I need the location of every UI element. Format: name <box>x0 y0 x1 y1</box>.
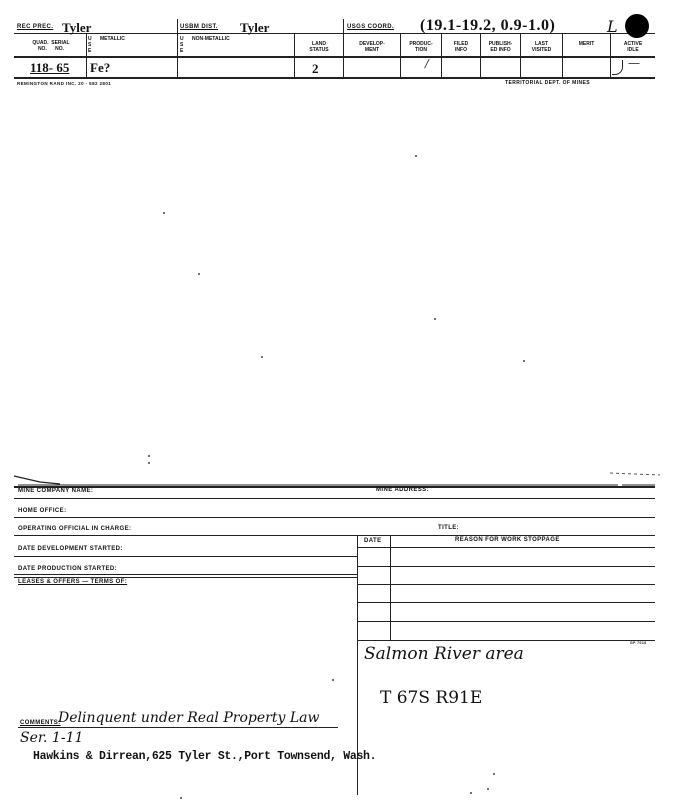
col-filed-info: FILED INFO <box>453 41 469 53</box>
rec-prec-label: REC PREC. <box>17 24 54 30</box>
table-rule <box>357 547 655 548</box>
top-card-rule <box>14 77 655 79</box>
mine-address-label: MINE ADDRESS: <box>376 487 429 493</box>
divider <box>441 33 442 77</box>
divider <box>610 33 611 77</box>
mine-company-label: MINE COMPANY NAME: <box>18 488 94 494</box>
table-rule <box>357 566 655 567</box>
bottom-card-rule <box>14 517 655 518</box>
usbm-dist-value: Tyler <box>240 20 270 35</box>
date-development-label: DATE DEVELOPMENT STARTED: <box>18 546 123 552</box>
col-use-nonmetallic: U S E <box>180 36 184 54</box>
speck <box>163 212 165 214</box>
table-rule <box>357 584 655 585</box>
col-development: DEVELOP- MENT <box>359 41 385 53</box>
leases-label: LEASES & OFFERS — TERMS OF: <box>18 579 128 585</box>
land-status-value: 2 <box>312 61 319 76</box>
col-merit: MERIT <box>578 41 595 47</box>
title-label: TITLE: <box>438 525 460 531</box>
date-col-label: DATE <box>364 538 382 544</box>
handwritten-area: Salmon River area <box>364 644 524 664</box>
usgs-coord-label: USGS COORD. <box>347 24 395 30</box>
footer-left: REMINGTON RAND INC. 20 · 582 2801 <box>17 81 112 86</box>
usgs-coord-value: (19.1-19.2, 0.9-1.0) <box>420 17 556 34</box>
speck <box>523 360 525 362</box>
speck <box>415 155 417 157</box>
form-number: GP 7018 <box>630 641 647 645</box>
comments-value: Delinquent under Real Property Law <box>58 710 320 726</box>
operating-official-label: OPERATING OFFICIAL IN CHARGE: <box>18 526 132 532</box>
active-idle-mark: — <box>628 56 640 70</box>
speck <box>434 318 436 320</box>
divider <box>400 33 401 77</box>
owner-line: Hawkins & Dirrean,625 Tyler St.,Port Townsend, Wash. <box>33 750 377 763</box>
reason-col-label: REASON FOR WORK STOPPAGE <box>455 537 560 543</box>
punch-hole-icon <box>625 14 649 38</box>
divider <box>343 19 344 77</box>
table-rule <box>357 621 655 622</box>
table-rule <box>357 640 655 641</box>
divider <box>390 535 391 640</box>
corner-mark: L <box>607 17 618 36</box>
speck <box>198 273 200 275</box>
speck <box>180 797 182 799</box>
speck <box>148 455 150 457</box>
bottom-card-rule <box>14 498 655 499</box>
speck <box>487 788 489 790</box>
date-production-label: DATE PRODUCTION STARTED: <box>18 566 118 572</box>
col-non-metallic: NON-METALLIC <box>192 36 230 42</box>
bottom-card-rule <box>14 577 357 578</box>
bottom-card-rule <box>14 535 655 536</box>
bottom-card-rule <box>14 574 357 575</box>
comments-ser: Ser. 1-11 <box>20 730 84 746</box>
col-land-status: LAND STATUS <box>309 41 329 53</box>
metallic-value: Fe? <box>90 60 111 75</box>
home-office-label: HOME OFFICE: <box>18 508 67 514</box>
top-card-rule <box>14 33 655 34</box>
production-mark: / <box>425 57 429 70</box>
bottom-card-rule <box>14 556 357 557</box>
divider <box>294 33 295 77</box>
divider <box>177 19 178 77</box>
handwritten-township: T 67S R91E <box>380 688 483 708</box>
top-card-rule <box>14 56 655 58</box>
col-active-idle: ACTIVE IDLE <box>623 41 643 53</box>
bottom-card-rule <box>14 486 655 488</box>
comments-label: COMMENTS: <box>20 720 61 726</box>
speck <box>148 462 150 464</box>
col-use-metallic: U S E <box>88 36 92 54</box>
speck <box>493 773 495 775</box>
speck <box>470 792 472 794</box>
quad-serial-value: 118- 65 <box>30 60 70 75</box>
speck <box>261 356 263 358</box>
col-quad-serial: QUAD. SERIAL NO. NO. <box>32 40 70 52</box>
col-metallic: METALLIC <box>100 36 125 42</box>
col-last-visited: LAST VISITED <box>531 41 552 53</box>
col-published-info: PUBLISH- ED INFO <box>488 41 513 53</box>
speck <box>332 679 334 681</box>
divider <box>480 33 481 77</box>
comments-rule <box>18 727 338 728</box>
divider <box>86 33 87 77</box>
divider <box>562 33 563 77</box>
footer-right: TERRITORIAL DEPT. OF MINES <box>505 80 590 86</box>
divider <box>520 33 521 77</box>
usbm-dist-label: USBM DIST. <box>180 24 219 30</box>
check-mark-icon <box>612 60 623 75</box>
col-production: PRODUC- TION <box>409 41 433 53</box>
rec-prec-value: Tyler <box>62 20 92 35</box>
table-rule <box>357 602 655 603</box>
